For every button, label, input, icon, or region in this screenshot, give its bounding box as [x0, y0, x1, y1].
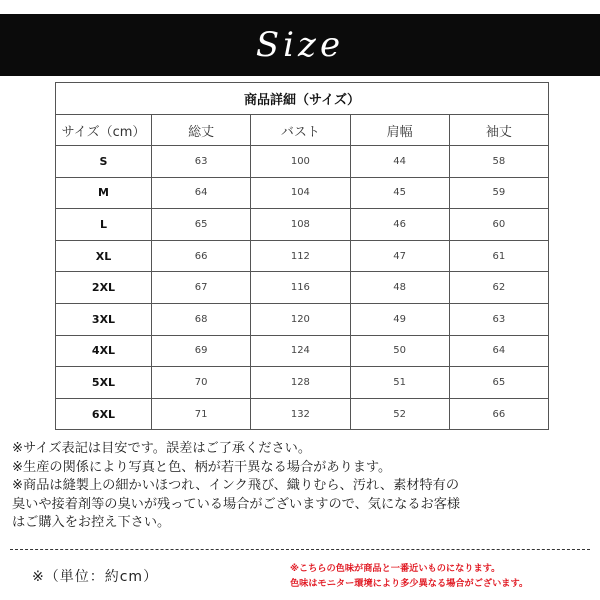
header-sleeve: 袖丈: [449, 115, 548, 146]
notes-block: [12, 440, 592, 533]
bust-cell: 120: [251, 303, 350, 335]
dashed-divider: [10, 549, 590, 550]
table-row: [56, 303, 549, 335]
length-cell: 71: [152, 398, 251, 430]
table-row: [56, 240, 549, 272]
table-row: [56, 146, 549, 178]
size-label: XL: [56, 240, 152, 272]
size-label: 2XL: [56, 272, 152, 304]
length-cell: 70: [152, 367, 251, 399]
size-label: M: [56, 177, 152, 209]
size-label: 5XL: [56, 367, 152, 399]
unit-note: ※（単位：約cm）: [32, 569, 159, 585]
size-label: 6XL: [56, 398, 152, 430]
length-cell: 64: [152, 177, 251, 209]
table-header-row: [56, 115, 549, 146]
table-row: [56, 335, 549, 367]
shoulder-cell: 52: [350, 398, 449, 430]
length-cell: 66: [152, 240, 251, 272]
sleeve-cell: 63: [449, 303, 548, 335]
header-size: サイズ（cm）: [56, 115, 152, 146]
header-length: 総丈: [152, 115, 251, 146]
bust-cell: 128: [251, 367, 350, 399]
size-label: S: [56, 146, 152, 178]
bust-cell: 100: [251, 146, 350, 178]
bust-cell: 116: [251, 272, 350, 304]
shoulder-cell: 47: [350, 240, 449, 272]
color-notice: [290, 561, 595, 591]
note-line: 臭いや接着剤等の臭いが残っている場合がございますので、気になるお客様: [12, 496, 461, 512]
note-line: ※生産の関係により写真と色、柄が若干異なる場合があります。: [12, 459, 392, 475]
sleeve-cell: 62: [449, 272, 548, 304]
length-cell: 63: [152, 146, 251, 178]
bust-cell: 108: [251, 209, 350, 241]
shoulder-cell: 45: [350, 177, 449, 209]
table-row: [56, 272, 549, 304]
bust-cell: 104: [251, 177, 350, 209]
size-label: 3XL: [56, 303, 152, 335]
title-banner: [0, 14, 600, 76]
note-line: ※商品は縫製上の細かいほつれ、インク飛び、織りむら、汚れ、素材特有の: [12, 478, 460, 493]
table-row: [56, 398, 549, 430]
shoulder-cell: 48: [350, 272, 449, 304]
shoulder-cell: 49: [350, 303, 449, 335]
sleeve-cell: 60: [449, 209, 548, 241]
size-table: [55, 82, 549, 430]
shoulder-cell: 46: [350, 209, 449, 241]
length-cell: 69: [152, 335, 251, 367]
size-label: L: [56, 209, 152, 241]
bust-cell: 124: [251, 335, 350, 367]
bust-cell: 132: [251, 398, 350, 430]
note-line: はご購入をお控え下さい。: [12, 515, 171, 530]
header-bust: バスト: [251, 115, 350, 146]
sleeve-cell: 66: [449, 398, 548, 430]
color-note-line: 色味はモニター環境により多少異なる場合がございます。: [290, 578, 529, 589]
sleeve-cell: 65: [449, 367, 548, 399]
bust-cell: 112: [251, 240, 350, 272]
note-line: ※サイズ表記は目安です。誤差はご了承ください。: [12, 441, 312, 456]
table-row: [56, 209, 549, 241]
length-cell: 65: [152, 209, 251, 241]
size-label: 4XL: [56, 335, 152, 367]
table-caption: 商品詳細（サイズ）: [56, 83, 549, 115]
sleeve-cell: 64: [449, 335, 548, 367]
table-row: [56, 177, 549, 209]
sleeve-cell: 61: [449, 240, 548, 272]
header-shoulder: 肩幅: [350, 115, 449, 146]
length-cell: 67: [152, 272, 251, 304]
length-cell: 68: [152, 303, 251, 335]
color-note-line: ※こちらの色味が商品と一番近いものになります。: [290, 563, 501, 574]
page-title: Size: [255, 25, 345, 65]
sleeve-cell: 59: [449, 177, 548, 209]
table-row: [56, 367, 549, 399]
sleeve-cell: 58: [449, 146, 548, 178]
shoulder-cell: 50: [350, 335, 449, 367]
shoulder-cell: 44: [350, 146, 449, 178]
shoulder-cell: 51: [350, 367, 449, 399]
